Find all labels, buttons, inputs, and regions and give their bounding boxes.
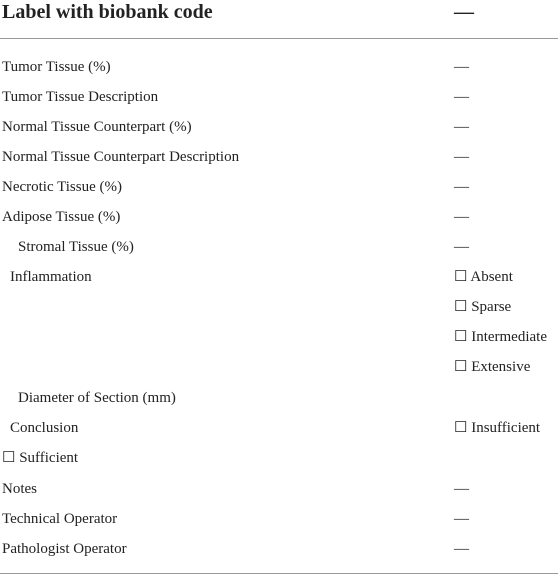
table-row [0, 207, 558, 237]
checkbox-option-sufficient[interactable]: ☐ Sufficient [2, 450, 79, 466]
row-label: Notes [2, 481, 37, 497]
row-value: — [454, 119, 469, 135]
row-value: — [454, 239, 469, 255]
row-value: — [454, 541, 469, 557]
table-row [0, 57, 558, 87]
table-row [0, 479, 558, 509]
row-value: — [454, 59, 469, 75]
row-label: Diameter of Section (mm) [18, 390, 176, 406]
header-value: — [454, 1, 474, 23]
table-row [0, 117, 558, 147]
table-row [0, 539, 558, 569]
row-label: Tumor Tissue Description [2, 89, 159, 105]
checkbox-option-insufficient[interactable]: ☐ Insufficient [454, 420, 541, 436]
row-label: Necrotic Tissue (%) [2, 179, 122, 195]
row-value: — [454, 511, 469, 527]
row-label: Normal Tissue Counterpart Description [2, 149, 240, 165]
row-value: — [454, 481, 469, 497]
table-row [0, 237, 558, 267]
checkbox-option-extensive[interactable]: ☐ Extensive [454, 359, 531, 375]
table-row [0, 87, 558, 117]
table-bottom-rule [0, 573, 558, 574]
row-label: Stromal Tissue (%) [18, 239, 134, 255]
table-row [0, 177, 558, 207]
row-label: Inflammation [10, 269, 92, 285]
checkbox-option-intermediate[interactable]: ☐ Intermediate [454, 329, 547, 345]
table-row [0, 327, 558, 357]
header-label: Label with biobank code [2, 1, 213, 23]
row-value: — [454, 89, 469, 105]
table-row [0, 448, 558, 478]
table-row [0, 509, 558, 539]
row-label: Conclusion [10, 420, 79, 436]
row-value: — [454, 149, 469, 165]
table-row [0, 297, 558, 327]
row-label: Tumor Tissue (%) [2, 59, 111, 75]
table-row [0, 388, 558, 418]
table-row [0, 147, 558, 177]
row-label: Pathologist Operator [2, 541, 127, 557]
checkbox-option-sparse[interactable]: ☐ Sparse [454, 299, 512, 315]
row-label: Technical Operator [2, 511, 118, 527]
table-header [0, 0, 558, 38]
table-row [0, 267, 558, 297]
row-value: — [454, 179, 469, 195]
header-divider [0, 38, 558, 39]
table-row [0, 418, 558, 448]
row-label: Adipose Tissue (%) [2, 209, 121, 225]
checkbox-option-absent[interactable]: ☐ Absent [454, 269, 513, 285]
row-label: Normal Tissue Counterpart (%) [2, 119, 192, 135]
row-value: — [454, 209, 469, 225]
table-row [0, 357, 558, 387]
